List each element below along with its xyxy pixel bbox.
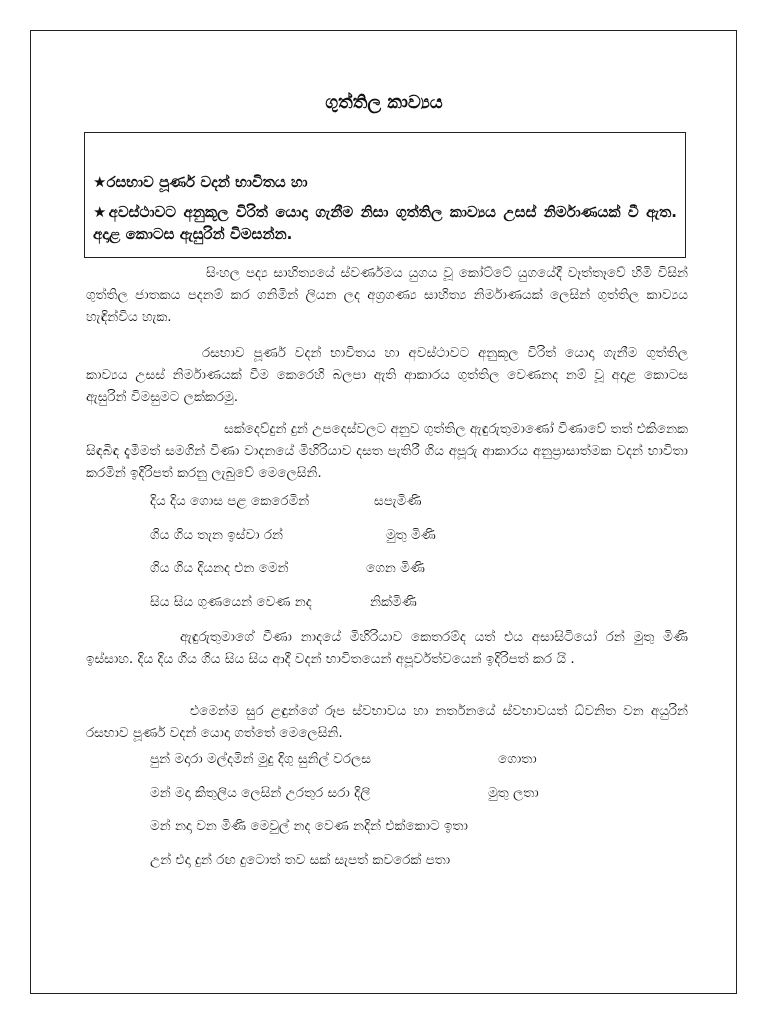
- paragraph-intro: සිංහල පද්‍ය සාහිත්‍යයේ ස්වර්ණමය යුගය වූ කෝට්ටේ යුගයේදී වෑත්තෑවේ හිමි විසින් ගුත්තිල ජාතකය පදනම් කර ගනිමින් ලියන ලද අග්‍රගණ්‍ය සාහිත්‍ය නිර්මාණයක් ලෙසින් ගුත්තිල කාව්‍යය හැඳින්විය හැක.: [86, 265, 688, 325]
- verse-line-main: ගිය ගිය තැන ඉස්වා රන්: [150, 527, 283, 543]
- task-box: [84, 132, 686, 258]
- page-title: ගුත්තිල කාව්‍යය: [325, 92, 443, 113]
- verse-line-end: නික්මිණි: [370, 594, 417, 610]
- paragraph-dancers: එමෙන්ම සුර ළඳුන්ගේ රූප ස්වභාවය හා නර්තනයේ ස්වභාවයත් ධ්වනිත වන අයුරින් රසභාව පූර්ණ වදන් යොදා ගත්තේ මෙලෙසිනි.: [86, 703, 688, 741]
- paragraph-music: ඇඳුරුතුමාගේ වීණා නාදයේ මිහිරියාව කෙතරම්ද යත් එය අසාසිටියෝ රන් මුතු මිණි ඉස්සාහ. දිය දිය ගිය ගිය සිය සිය ආදී වදන් භාවිතයෙන් අපූර්වත්වයෙන් ඉදිරිපත් කර යි .: [86, 629, 688, 667]
- verse-line: [150, 849, 450, 871]
- verse-line: [150, 591, 417, 613]
- verse-line-end: ගොතා: [498, 751, 537, 767]
- task-line-2: ★අවස්ථාවට අනුකූල විරිත් යොදා ගැනීම නිසා ගුත්තිල කාව්‍යය උසස් නිර්මාණයක් වී ඇත. අදාළ කොටස ඇසුරින් විමසන්න.: [93, 203, 677, 243]
- verse-line-end: ගෙන මිණි: [366, 560, 425, 576]
- verse-line: [150, 782, 539, 804]
- verse-line-main: දිය දිය ගොස පළ කෙරෙමින්: [150, 493, 310, 509]
- verse-line-end: මුතු මිණි: [386, 527, 436, 543]
- verse-line-end: මුතු ලතා: [488, 785, 539, 801]
- verse-line: [150, 524, 436, 546]
- verse-line-main: උන් එදා දුන් රඟ දුටොත් තව සක් සැපත් කවරෙක් පතා: [150, 852, 451, 868]
- verse-line-main: මන් මදා කිතුලිය ලෙසින් උරතුර සරා දිලි: [150, 785, 371, 801]
- verse-line: [150, 748, 537, 770]
- verse-line: [150, 490, 422, 512]
- verse-line-main: මන් නදා වන මිණි මෙවුල් නද වෙණ නදින් එක්කොට ඉතා: [150, 818, 468, 834]
- verse-line-main: පුන් මදාරා මල්දමින් මුදු දිගු සුනිල් වරලස: [150, 751, 371, 767]
- verse-line-end: සපැමිණි: [374, 493, 422, 509]
- verse-line-main: සිය සිය ගුණයෙන් වෙණ නද: [150, 594, 312, 610]
- verse-line-main: ගිය ගිය දියනද එන මෙන්: [150, 560, 289, 576]
- paragraph-topic: රසභාව පූර්ණ වදන් භාවිතය හා අවස්ථාවට අනුකූල විරිත් යොදා ගැනීම ගුත්තිල කාව්‍යය උසස් නිර්මාණයක් වීම කෙරෙහි බලපා ඇති ආකාරය ගුත්තිල වෙණනද නම් වූ අදාළ කොටස ඇසුරින් විමසුමට ලක්කරමු.: [86, 345, 688, 405]
- verse-line: [150, 815, 468, 837]
- task-line-1: ★රසභාව පූර්ණ වදන් භාවිතය හා: [93, 173, 308, 191]
- verse-line: [150, 557, 425, 579]
- paragraph-veena: සක්දෙව්දුන් දුන් උපදෙස්වලට අනුව ගුත්තිල ඇඳුරුතුමාණෝ වීණාවේ තත් එකිනෙක සිඳබිඳ දැමීමත් සමගින් වීණා වාදනයේ මිහිරියාව දසත පැතිරී ගිය අපූරු ආකාරය අනුප්‍රාසාත්මක වදන් භාවිතා කරමින් ඉදිරිපත් කරනු ලැබුවේ මෙලෙසිනි.: [86, 421, 688, 481]
